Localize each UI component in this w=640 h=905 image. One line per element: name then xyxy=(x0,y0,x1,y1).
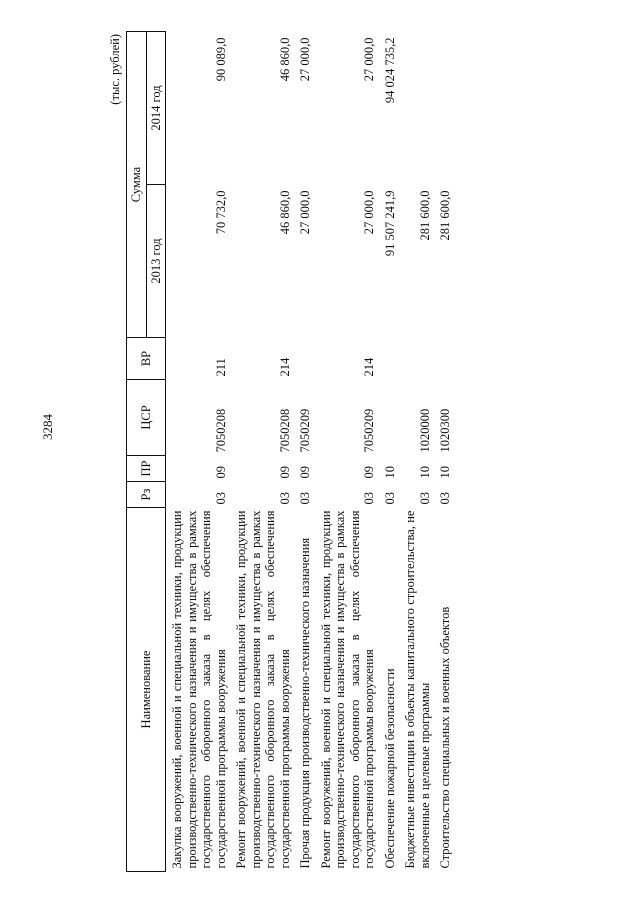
header-year-2013: 2013 год xyxy=(146,185,166,338)
row-name: Строительство специальных и военных объектов xyxy=(438,606,452,869)
row-csr: 7050208 xyxy=(277,408,292,453)
row-pr: 09 xyxy=(213,466,228,479)
row-sum-2014: 27 000,0 xyxy=(362,37,376,82)
page-number: 3284 xyxy=(40,414,55,440)
table-row xyxy=(432,32,453,872)
row-rz: 03 xyxy=(417,492,432,505)
table-row xyxy=(313,32,377,872)
header-pr: ПР xyxy=(127,456,166,482)
row-csr: 7050209 xyxy=(298,408,312,453)
row-sum-2014 xyxy=(397,32,432,185)
row-sum-2013: 27 000,0 xyxy=(298,190,312,235)
row-vr xyxy=(377,338,398,380)
header-year-2014: 2014 год xyxy=(146,32,166,185)
row-vr xyxy=(292,338,313,380)
header-rz: Рз xyxy=(127,482,166,508)
row-sum-2013: 91 507 241,9 xyxy=(382,190,397,257)
row-vr: 214 xyxy=(277,357,292,377)
row-rz: 03 xyxy=(213,492,228,505)
row-pr: 10 xyxy=(417,466,432,479)
row-csr: 1020300 xyxy=(438,408,452,453)
row-name: Прочая продукция производственно-технического назначения xyxy=(298,537,312,869)
row-sum-2013: 281 600,0 xyxy=(417,190,432,241)
table-header xyxy=(127,32,166,872)
budget-table xyxy=(126,31,453,872)
row-name: Ремонт вооружений, военной и специальной техники, продукции производственно-технического назначения и имущества в рамках государственного оборонного заказа в целях обеспечения государственной программы вооружения xyxy=(234,510,292,869)
row-sum-2014: 94 024 735,2 xyxy=(382,37,397,104)
row-pr: 10 xyxy=(438,466,452,479)
row-sum-2013: 70 732,0 xyxy=(213,190,228,235)
row-sum-2013: 27 000,0 xyxy=(362,190,376,235)
table-row xyxy=(292,32,313,872)
row-name: Ремонт вооружений, военной и специальной техники, продукции производственно-технического назначения и имущества в рамках государственного оборонного заказа в целях обеспечения государственной программы вооружения xyxy=(318,510,376,869)
row-csr: 1020000 xyxy=(417,408,432,453)
table-row xyxy=(166,32,229,872)
header-name: Наименование xyxy=(127,508,166,872)
row-rz: 03 xyxy=(277,492,292,505)
table-row xyxy=(397,32,432,872)
row-pr: 09 xyxy=(298,466,312,479)
header-csr: ЦСР xyxy=(127,380,166,456)
table-row xyxy=(377,32,398,872)
row-sum-2014: 46 860,0 xyxy=(277,37,292,82)
row-rz: 03 xyxy=(382,492,397,505)
row-pr: 09 xyxy=(277,466,292,479)
row-sum-2013: 46 860,0 xyxy=(277,190,292,235)
row-rz: 03 xyxy=(298,492,312,505)
row-rz: 03 xyxy=(362,492,376,505)
document-page xyxy=(108,32,632,872)
row-name: Закупка вооружений, военной и специальной техники, продукции производственно-технического назначения и имущества в рамках государственного оборонного заказа в целях обеспечения государственной программы вооружения xyxy=(170,510,228,869)
table-body xyxy=(166,32,453,872)
units-label: (тыс. рублей) xyxy=(108,34,122,105)
row-name: Обеспечение пожарной безопасности xyxy=(382,668,397,869)
table-row xyxy=(228,32,292,872)
row-vr: 214 xyxy=(362,357,376,377)
row-sum-2014: 27 000,0 xyxy=(298,37,312,82)
row-sum-2014: 90 089,0 xyxy=(213,37,228,82)
row-vr xyxy=(397,338,432,380)
row-csr: 7050209 xyxy=(362,408,376,453)
row-sum-2014 xyxy=(432,32,453,185)
header-sum: Сумма xyxy=(127,32,147,338)
row-vr: 211 xyxy=(213,358,228,377)
row-pr: 09 xyxy=(362,466,376,479)
row-vr xyxy=(432,338,453,380)
row-sum-2013: 281 600,0 xyxy=(438,190,452,241)
row-csr xyxy=(377,380,398,456)
row-name: Бюджетные инвестиции в объекты капитального строительства, не включенные в целевые программы xyxy=(403,510,432,869)
row-csr: 7050208 xyxy=(213,408,228,453)
row-rz: 03 xyxy=(438,492,452,505)
row-pr: 10 xyxy=(382,466,397,479)
header-vr: ВР xyxy=(127,338,166,380)
